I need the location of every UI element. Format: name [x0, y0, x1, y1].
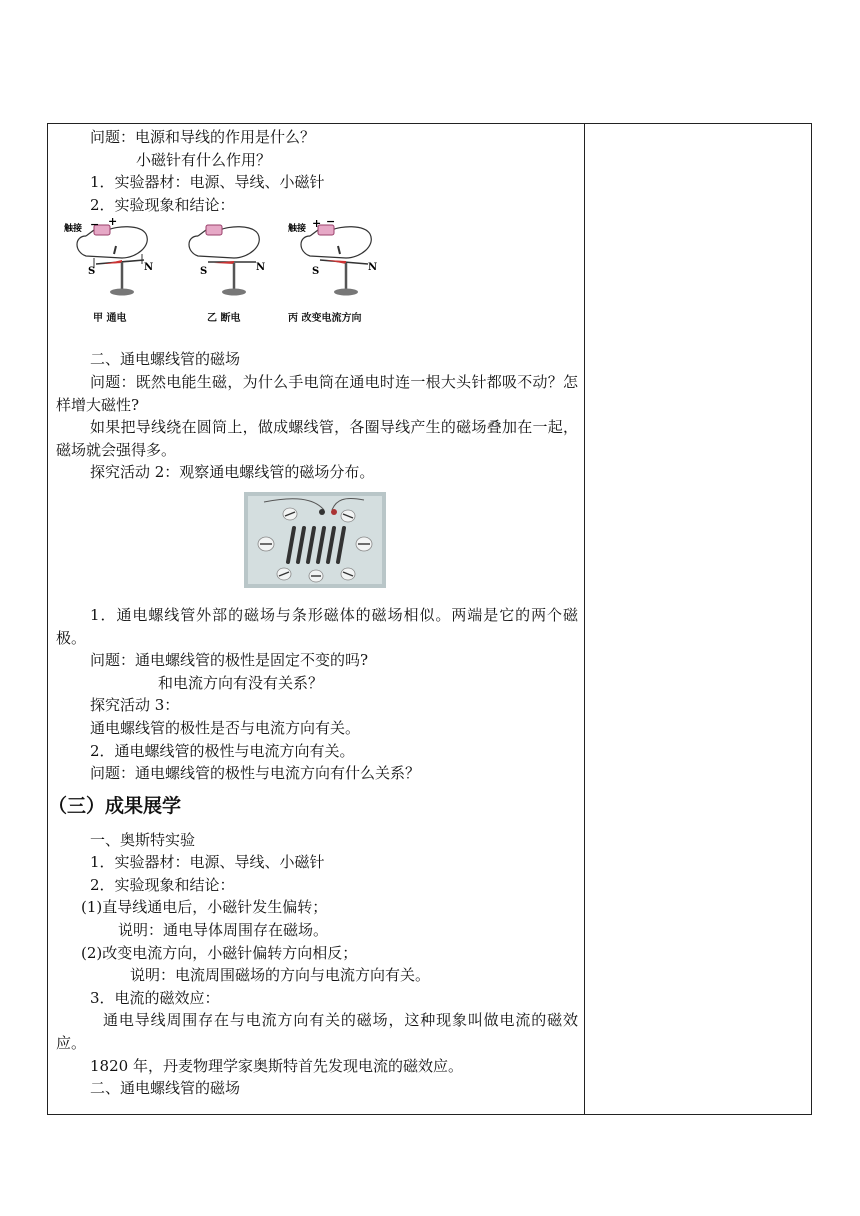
- section-solenoid-question: 问题：既然电能生磁，为什么手电筒在通电时连一根大头针都吸不动？怎样增大磁性?: [56, 372, 578, 414]
- minus-sign-3: −: [326, 218, 336, 229]
- activity-3-text: 通电螺线管的极性是否与电流方向有关。: [90, 718, 361, 737]
- caption-energized: 甲 通电: [93, 313, 127, 324]
- setup-reversed: [288, 218, 377, 296]
- finding-1: 1．通电螺线管外部的磁场与条形磁体的磁场相似。两端是它的两个磁极。: [56, 605, 578, 647]
- plus-sign-1: +: [108, 218, 118, 229]
- experiment-phenomena: 2．实验现象和结论：: [90, 195, 235, 214]
- history-note: 1820 年，丹麦物理学家奥斯特首先发现电流的磁效应。: [90, 1056, 463, 1075]
- main-cell: [48, 126, 578, 1100]
- oersted-title: 一、奥斯特实验: [90, 830, 196, 849]
- touch-label-1: 触接: [64, 224, 83, 235]
- section-solenoid-title: 二、通电螺线管的磁场: [90, 350, 241, 369]
- setup-disconnected: [189, 225, 265, 296]
- question-current: 和电流方向有没有关系？: [158, 673, 324, 692]
- magnetic-effect-text: 通电导线周围存在与电流方向有关的磁场，这种现象叫做电流的磁效应。: [56, 1011, 578, 1053]
- section-solenoid-explanation: 如果把导线绕在圆筒上，做成螺线管，各圈导线产生的磁场叠加在一起，磁场就会强得多。: [56, 418, 578, 459]
- results-materials: 1．实验器材：电源、导线、小磁针: [90, 853, 325, 872]
- result-note-2: 说明：电流周围磁场的方向与电流方向有关。: [130, 966, 431, 985]
- magnetic-effect-title: 3．电流的磁效应：: [90, 988, 220, 1007]
- minus-sign-1: −: [90, 218, 100, 232]
- result-item-1: (1)直导线通电后，小磁针发生偏转；: [81, 898, 328, 917]
- n-label-3: N: [368, 262, 378, 274]
- result-note-1: 说明：通电导体周围存在磁场。: [118, 921, 329, 940]
- solenoid-photo: [244, 492, 386, 588]
- results-heading: （三）成果展学: [48, 794, 182, 817]
- touch-label-3: 触接: [288, 224, 307, 235]
- caption-disconnected: 乙 断电: [207, 313, 241, 324]
- question-relation: 问题：通电螺线管的极性与电流方向有什么关系？: [90, 764, 421, 783]
- solenoid-photo-container: [56, 492, 578, 596]
- question-polarity: 问题：通电螺线管的极性是固定不变的吗?: [90, 651, 369, 670]
- s-label-3: S: [312, 266, 320, 278]
- result-item-2: (2)改变电流方向，小磁针偏转方向相反；: [81, 943, 358, 962]
- caption-reversed: 丙 改变电流方向: [288, 313, 362, 324]
- plus-sign-3: +: [312, 218, 322, 231]
- experiment-materials: 1．实验器材：电源、导线、小磁针: [90, 173, 325, 192]
- n-label-1: N: [144, 262, 154, 274]
- question-power: 问题：电源和导线的作用是什么？: [90, 128, 316, 146]
- s-label-1: S: [88, 266, 96, 278]
- column-divider: [584, 123, 585, 1115]
- finding-2: 2．通电螺线管的极性与电流方向有关。: [90, 741, 355, 760]
- s-label-2: S: [200, 266, 208, 278]
- n-label-2: N: [256, 262, 266, 274]
- question-needle: 小磁针有什么作用？: [136, 150, 272, 169]
- activity-2: 探究活动 2：观察通电螺线管的磁场分布。: [90, 463, 375, 482]
- setup-energized: [64, 218, 153, 296]
- results-phenomena: 2．实验现象和结论：: [90, 875, 235, 894]
- solenoid-title-2: 二、通电螺线管的磁场: [90, 1079, 241, 1098]
- activity-3: 探究活动 3：: [90, 696, 180, 715]
